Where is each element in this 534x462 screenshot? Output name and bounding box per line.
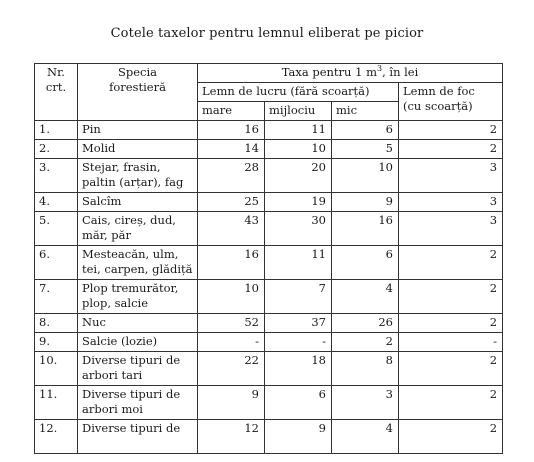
header-work-wood: Lemn de lucru (fără scoarță) [198, 83, 399, 102]
cell-foc: 2 [399, 386, 503, 420]
header-mijlociu: mijlociu [265, 102, 332, 121]
cell-mic: 4 [332, 280, 399, 314]
cell-species [78, 420, 198, 454]
cell-nr: 7. [35, 280, 78, 314]
cell-species-line: Nuc [82, 315, 106, 329]
table-row [35, 193, 503, 212]
cell-species-line: Salcîm [82, 194, 122, 208]
cell-mic: 2 [332, 333, 399, 352]
cell-foc: - [399, 333, 503, 352]
cell-species-line: Diverse tipuri de [82, 387, 181, 401]
cell-species-line: Pin [82, 122, 101, 136]
cell-species-line: Stejar, frasin, [82, 160, 161, 174]
header-nr-crt [35, 64, 78, 121]
cell-nr: 11. [35, 386, 78, 420]
cell-species [78, 333, 198, 352]
cell-mijlociu: 11 [265, 246, 332, 280]
cell-mijlociu: 10 [265, 140, 332, 159]
cell-species-line: măr, păr [82, 228, 132, 242]
cell-species-line: paltin (arțar), fag [82, 175, 184, 189]
header-nr-line1: Nr. [47, 65, 65, 79]
cell-species-line: Cais, cireș, dud, [82, 213, 176, 227]
cell-nr: 10. [35, 352, 78, 386]
cell-mijlociu: 18 [265, 352, 332, 386]
cell-mic: 9 [332, 193, 399, 212]
header-fire-wood-line1: Lemn de foc [403, 84, 475, 98]
cell-mare: 28 [198, 159, 265, 193]
cell-foc: 2 [399, 246, 503, 280]
header-tax-suffix: , în lei [382, 65, 419, 79]
cell-mic: 5 [332, 140, 399, 159]
cell-foc: 2 [399, 352, 503, 386]
cell-mic: 8 [332, 352, 399, 386]
cell-nr: 4. [35, 193, 78, 212]
table-row [35, 140, 503, 159]
header-species [78, 64, 198, 121]
cell-species [78, 386, 198, 420]
cell-species [78, 159, 198, 193]
cell-nr: 3. [35, 159, 78, 193]
cell-foc: 3 [399, 193, 503, 212]
cell-foc: 2 [399, 140, 503, 159]
cell-species-line: Molid [82, 141, 116, 155]
cell-mic: 6 [332, 246, 399, 280]
cell-species-line: Salcie (lozie) [82, 334, 158, 348]
cell-nr: 5. [35, 212, 78, 246]
cell-mare: 52 [198, 314, 265, 333]
header-fire-wood [399, 83, 503, 121]
cell-species [78, 352, 198, 386]
header-species-line2: forestieră [109, 80, 166, 94]
cell-mare: 14 [198, 140, 265, 159]
cell-mijlociu: 20 [265, 159, 332, 193]
table-row [35, 333, 503, 352]
cell-nr: 9. [35, 333, 78, 352]
table-row [35, 386, 503, 420]
header-tax-prefix: Taxa pentru 1 m [281, 65, 377, 79]
cell-species-line: Mesteacăn, ulm, [82, 247, 179, 261]
cell-mijlociu: 6 [265, 386, 332, 420]
cell-mare: 10 [198, 280, 265, 314]
cell-nr: 8. [35, 314, 78, 333]
tax-rates-table [34, 63, 503, 454]
cell-mijlociu: - [265, 333, 332, 352]
cell-species [78, 140, 198, 159]
cell-mic: 3 [332, 386, 399, 420]
cell-species-line: plop, salcie [82, 296, 148, 310]
cell-species [78, 121, 198, 140]
table-row [35, 121, 503, 140]
header-species-line1: Specia [117, 65, 158, 79]
header-nr-line2: crt. [45, 80, 67, 94]
cell-species-line: arbori tari [82, 368, 143, 382]
page-title: Cotele taxelor pentru lemnul eliberat pe picior [110, 26, 424, 41]
cell-mic: 4 [332, 420, 399, 454]
cell-species [78, 212, 198, 246]
cell-foc: 2 [399, 280, 503, 314]
cell-species-line: Diverse tipuri de [82, 421, 181, 435]
cell-mijlociu: 7 [265, 280, 332, 314]
cell-foc: 2 [399, 314, 503, 333]
cell-species [78, 280, 198, 314]
cell-foc: 3 [399, 159, 503, 193]
cell-foc: 2 [399, 121, 503, 140]
table-row [35, 159, 503, 193]
table-row [35, 352, 503, 386]
table-row [35, 212, 503, 246]
cell-mare: 12 [198, 420, 265, 454]
header-fire-wood-line2: (cu scoarță) [403, 99, 473, 113]
header-tax-exponent: 3 [376, 64, 383, 74]
cell-mic: 10 [332, 159, 399, 193]
cell-mic: 6 [332, 121, 399, 140]
cell-mare: 25 [198, 193, 265, 212]
cell-mijlociu: 30 [265, 212, 332, 246]
cell-mare: 16 [198, 121, 265, 140]
cell-species-line: Plop tremurător, [82, 281, 179, 295]
cell-mare: - [198, 333, 265, 352]
header-mare: mare [198, 102, 265, 121]
table-row [35, 280, 503, 314]
cell-foc: 2 [399, 420, 503, 454]
header-tax [198, 64, 503, 83]
cell-foc: 3 [399, 212, 503, 246]
cell-nr: 6. [35, 246, 78, 280]
cell-species-line: tei, carpen, glădiță [82, 262, 193, 276]
cell-mare: 22 [198, 352, 265, 386]
cell-species [78, 314, 198, 333]
cell-mare: 9 [198, 386, 265, 420]
cell-nr: 1. [35, 121, 78, 140]
header-mic: mic [332, 102, 399, 121]
table-row [35, 314, 503, 333]
cell-mijlociu: 11 [265, 121, 332, 140]
table-row [35, 420, 503, 454]
cell-mijlociu: 37 [265, 314, 332, 333]
cell-mare: 16 [198, 246, 265, 280]
cell-mic: 26 [332, 314, 399, 333]
cell-species [78, 246, 198, 280]
header-row-1 [35, 64, 503, 83]
cell-mare: 43 [198, 212, 265, 246]
cell-species-line: Diverse tipuri de [82, 353, 181, 367]
cell-mijlociu: 9 [265, 420, 332, 454]
cell-mic: 16 [332, 212, 399, 246]
cell-nr: 2. [35, 140, 78, 159]
cell-species [78, 193, 198, 212]
cell-mijlociu: 19 [265, 193, 332, 212]
table-row [35, 246, 503, 280]
cell-species-line: arbori moi [82, 402, 143, 416]
cell-nr: 12. [35, 420, 78, 454]
